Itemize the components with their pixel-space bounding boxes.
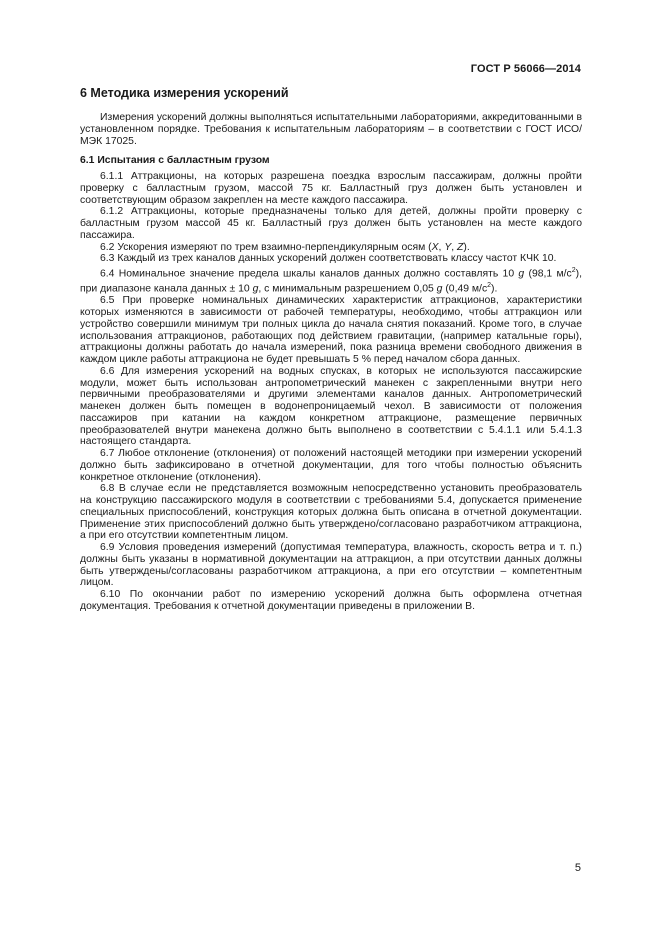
clause-6-9: 6.9 Условия проведения измерений (допустимая температура, влажность, скорость ветра и т. п.) должны быть указаны в нормативной документации на аттракцион, а при отсутствии данных должны быть утверждены/согласованы разработчиком аттракциона, а при его отсутствии – компетентным лицом. bbox=[80, 542, 582, 589]
clause-6-3: 6.3 Каждый из трех каналов данных ускорений должен соответствовать классу частот КЧК 10. bbox=[100, 253, 557, 265]
clause-6-8: 6.8 В случае если не представляется возможным непосредственно установить преобразователь на конструкцию пассажирского модуля в соответствии с требованиями 5.4, допускается применение специальных приспособлений, конструкция которых должна быть описана в отчетной документации. Применение этих приспособлений должно быть утверждено/согласовано разработчиком аттракциона, а при его отсутствии компетентным лицом. bbox=[80, 483, 582, 542]
clause-6-1-2: 6.1.2 Аттракционы, которые предназначены только для детей, должны пройти проверку с балластным грузом массой 45 кг. Балластный груз должен быть установлен на месте каждого пассажира. bbox=[80, 206, 582, 241]
clause-6-6: 6.6 Для измерения ускорений на водных спусках, в которых не используются пассажирские модули, может быть использован антропометрический манекен с закрепленными внутри него первичными преобразователями и другими элементами каналов данных. Антропометрический манекен должен быть помещен в водонепроницаемый чехол. В зависимости от положения пассажиров при катании на каждом конкретном аттракционе, размещение первичных преобразователей внутри манекена должно быть выполнено в соответствии с 5.4.1.1 или 5.4.1.3 настоящего стандарта. bbox=[80, 365, 582, 448]
page-content bbox=[80, 86, 582, 613]
page-number: 5 bbox=[574, 862, 581, 874]
clause-6-5: 6.5 При проверке номинальных динамических характеристик аттракционов, характеристики которых изменяются в зависимости от рабочей температуры, необходимо, чтобы аттракцион или устройство совершили минимум три полных цикла до начала снятия показаний. Кроме того, в случае использования аттракционов, работающих под действием гравитации, (например катальные горы), аттракционы должны работать до начала измерений, пока разница времени свободного движения в каждом цикле работы аттракциона не будет превышать 5 % перед началом сбора данных. bbox=[80, 295, 582, 366]
clause-6-7: 6.7 Любое отклонение (отклонения) от положений настоящей методики при измерении ускорений должно быть зафиксировано в отчетной документации, для того чтобы полностью объяснить конкретное отклонение (отклонения). bbox=[80, 448, 582, 483]
clause-6-2: 6.2 Ускорения измеряют по трем взаимно-перпендикулярным осям (X, Y, Z). bbox=[100, 241, 470, 253]
clause-6-4: 6.4 Номинальное значение предела шкалы каналов данных должно составлять 10 g (98,1 $м/с^2$), при диапазоне канала данных ± 10 g, с минимальным разрешением 0,05 g (0,49 $м/с^2$). bbox=[80, 267, 582, 295]
section-title: 6 Методика измерения ускорений bbox=[80, 86, 289, 100]
subsection-title: 6.1 Испытания с балластным грузом bbox=[80, 155, 270, 167]
clause-6-10: 6.10 По окончании работ по измерению ускорений должна быть оформлена отчетная документация. Требования к отчетной документации приведены в приложении В. bbox=[80, 589, 582, 612]
section-intro: Измерения ускорений должны выполняться испытательными лабораториями, аккредитованными в установленном порядке. Требования к испытательным лабораториям – в соответствии с ГОСТ ИСО/МЭК 17025. bbox=[80, 112, 582, 147]
clause-6-1-1: 6.1.1 Аттракционы, на которых разрешена поездка взрослым пассажирам, должны пройти проверку с балластным грузом, массой 75 кг. Балластный груз должен быть установлен и соответствующим образом закреплен на месте каждого пассажира. bbox=[80, 171, 582, 206]
standard-number: ГОСТ Р 56066—2014 bbox=[470, 63, 581, 75]
